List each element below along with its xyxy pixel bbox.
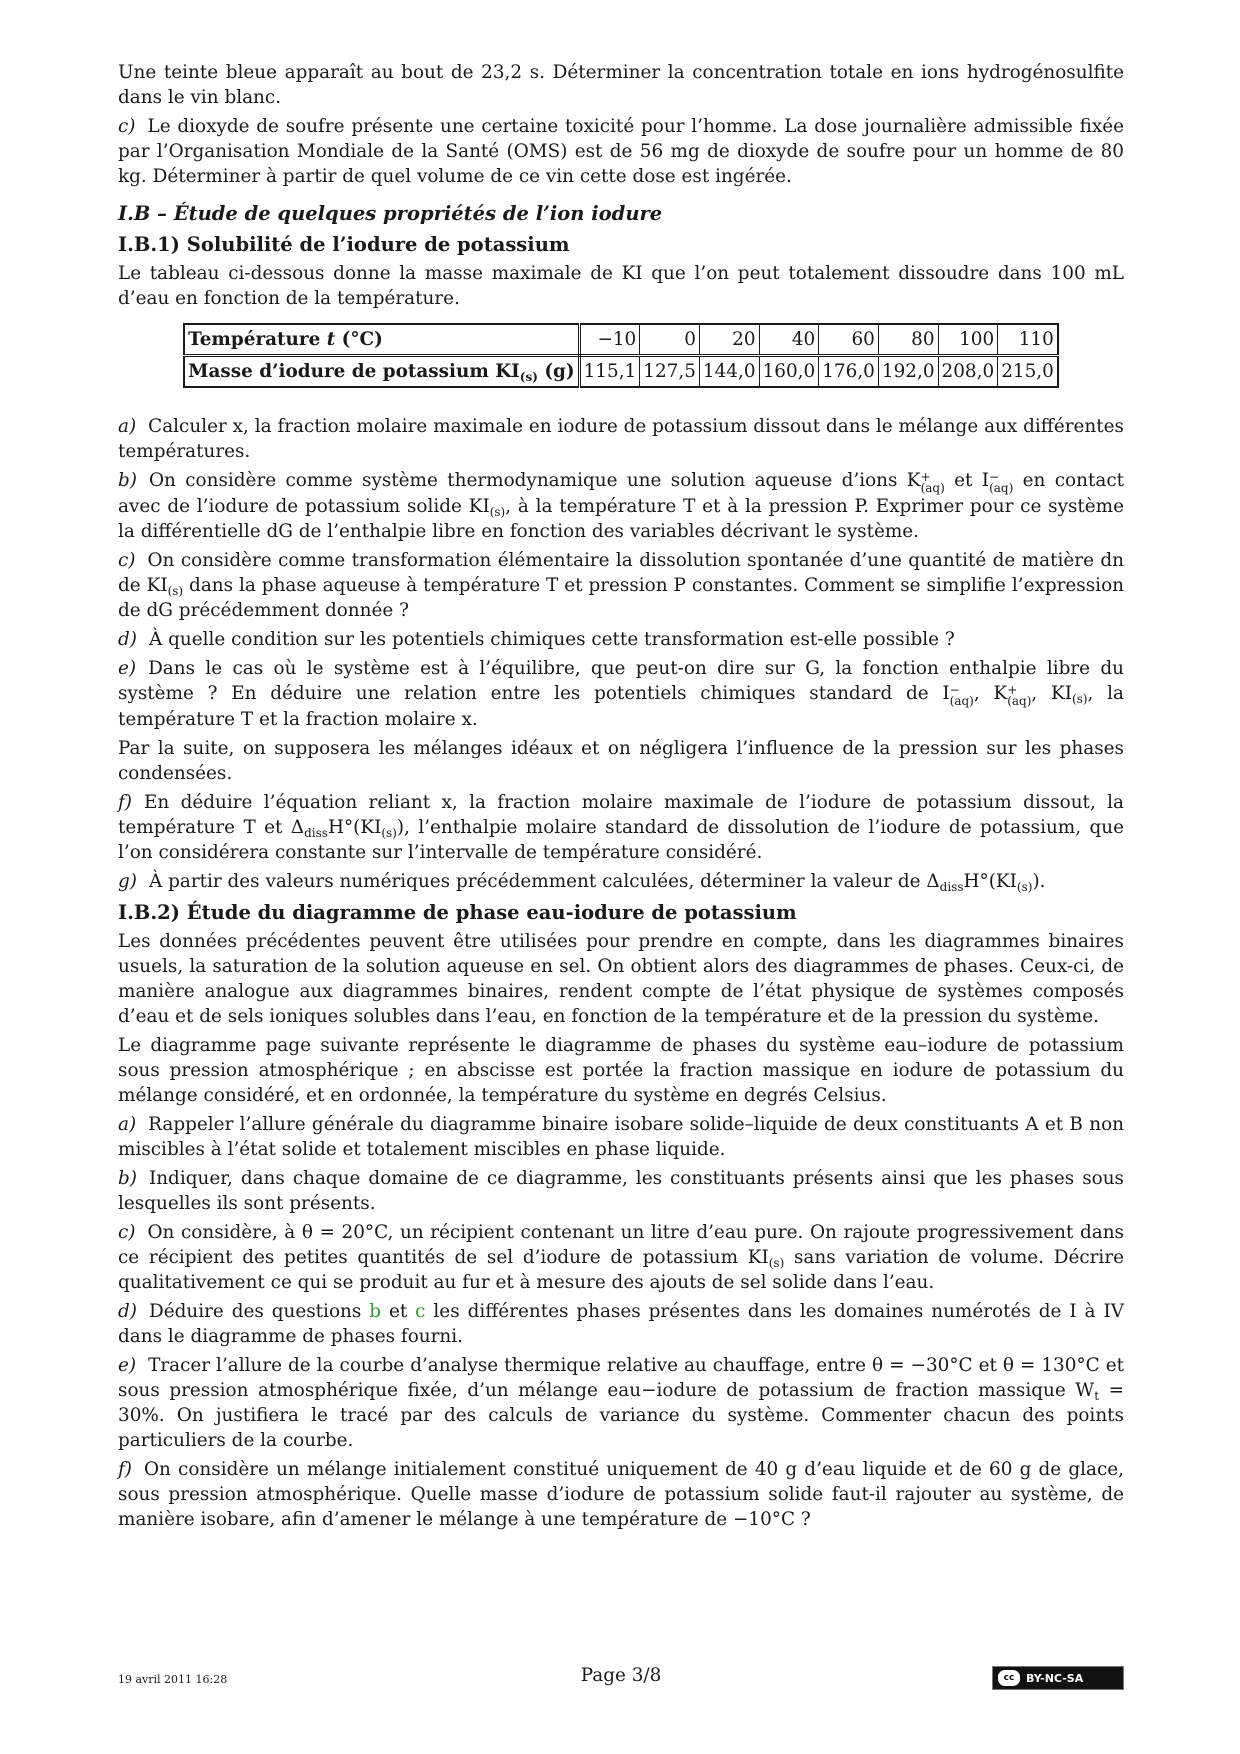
question-IB2-d: d) Déduire des questions b et c les différentes phases présentes dans les domaines numérotés de I à IV dans le diagramme de phases fourni.	[118, 1301, 1124, 1347]
license-label: BY-NC-SA	[1026, 1671, 1084, 1685]
table-header-mass: Masse d’iodure de potassium $KI_{(s)}$ (g)	[184, 356, 579, 388]
table-cell: 144,0	[699, 356, 759, 388]
phase-diagram-paragraph-1: Les données précédentes peuvent être utilisées pour prendre en compte, dans les diagrammes binaires usuels, la saturation de la solution aqueuse en sel. On obtient alors des diagrammes de phases. Ceux-ci, de manière analogue aux diagrammes binaires, rendent compte de l’état physique de systèmes composés d’eau et de sels ioniques solubles dans l’eau, en fonction de la température et de la pression du système.	[118, 931, 1124, 1027]
table-cell: 176,0	[819, 356, 879, 388]
table-cell: 192,0	[878, 356, 938, 388]
table-cell: 0	[640, 324, 700, 356]
table-row-mass	[184, 356, 1058, 388]
question-IB2-c: c) On considère, à θ = 20°C, un récipient contenant un litre d’eau pure. On rajoute progressivement dans ce récipient des petites quantités de sel d’iodure de potassium $KI_{(s)}$ sans variation de volume. Décrire qualitativement ce qui se produit au fur et à mesure des ajouts de sel solide dans l’eau.	[118, 1222, 1124, 1293]
table-cell: 215,0	[998, 356, 1058, 388]
question-IB1-g: g) À partir des valeurs numériques précédemment calculées, déterminer la valeur de $\Delta_{diss}H^\circ(KI_{(s)})$.	[118, 871, 1046, 894]
section-title-IB2: I.B.2) Étude du diagramme de phase eau-iodure de potassium	[118, 901, 797, 924]
table-cell: −10	[579, 324, 640, 356]
question-IB1-e: e) Dans le cas où le système est à l’équilibre, que peut-on dire sur G, la fonction enthalpie libre du système ? En déduire une relation entre les potentiels chimiques standard de I − (aq) , K + (aq) , $KI_{(s)}$, la température T et la fraction molaire x.	[118, 658, 1124, 730]
page-content	[118, 60, 1124, 1536]
table-row-temperature	[184, 324, 1058, 356]
solubility-table	[183, 323, 1059, 388]
question-IB2-e: e) Tracer l’allure de la courbe d’analyse thermique relative au chauffage, entre θ = −30°C et θ = 130°C et sous pression atmosphérique fixée, d’un mélange eau−iodure de potassium de fraction massique $W_t = 30\%$. On justifiera le tracé par des calculs de variance du système. Commenter chacun des points particuliers de la courbe.	[118, 1355, 1125, 1451]
creative-commons-icon: cc	[997, 1669, 1021, 1687]
question-ref-link-b[interactable]: b	[369, 1301, 382, 1322]
table-cell: 80	[878, 324, 938, 356]
cc-license-badge[interactable]	[992, 1666, 1124, 1690]
table-cell: 110	[998, 324, 1058, 356]
table-cell: 160,0	[759, 356, 819, 388]
section-title-IB: I.B – Étude de quelques propriétés de l’ion iodure	[118, 202, 663, 225]
question-IB1-c: c) On considère comme transformation élémentaire la dissolution spontanée d’une quantité de matière dn de $KI_{(s)}$ dans la phase aqueuse à température T et pression P constantes. Comment se simplifie l’expression de dG précédemment donnée ?	[118, 550, 1124, 621]
table-cell: 20	[699, 324, 759, 356]
question-IB2-a: a) Rappeler l’allure générale du diagramme binaire isobare solide–liquide de deux constituants A et B non miscibles à l’état solide et totalement miscibles en phase liquide.	[118, 1114, 1124, 1160]
phase-diagram-paragraph-2: Le diagramme page suivante représente le diagramme de phases du système eau–iodure de potassium sous pression atmosphérique ; en abscisse est portée la fraction massique en iodure de potassium du mélange considéré, et en ordonnée, la température du système en degrés Celsius.	[118, 1035, 1124, 1106]
table-cell: 100	[938, 324, 998, 356]
table-header-temperature: Température t (°C)	[184, 324, 579, 356]
table-cell: 115,1	[579, 356, 640, 388]
table-cell: 127,5	[640, 356, 700, 388]
intro-paragraph: Une teinte bleue apparaît au bout de 23,2 s. Déterminer la concentration totale en ions hydrogénosulfite dans le vin blanc.	[118, 62, 1124, 108]
assumption-note: Par la suite, on supposera les mélanges idéaux et on négligera l’influence de la pression sur les phases condensées.	[118, 738, 1124, 784]
question-IB2-f: f) On considère un mélange initialement constitué uniquement de 40 g d’eau liquide et de 60 g de glace, sous pression atmosphérique. Quelle masse d’iodure de potassium solide faut-il rajouter au système, de manière isobare, afin d’amener le mélange à une température de −10°C ?	[118, 1459, 1124, 1530]
question-IB1-d: d) À quelle condition sur les potentiels chimiques cette transformation est-elle possible ?	[118, 629, 955, 650]
question-IB1-f: f) En déduire l’équation reliant x, la fraction molaire maximale de l’iodure de potassium dissout, la température T et $\Delta_{diss}H^\circ(KI_{(s)})$, l’enthalpie molaire standard de dissolution de l’iodure de potassium, que l’on considérera constante sur l’intervalle de température considéré.	[118, 792, 1124, 863]
table-cell: 60	[819, 324, 879, 356]
page-number: Page 3/8	[580, 1665, 662, 1686]
table-cell: 208,0	[938, 356, 998, 388]
question-IB1-b: b) On considère comme système thermodynamique une solution aqueuse d’ions K + (aq) et I − (aq) en contact avec de l’iodure de potassium solide $KI_{(s)}$, à la température T et à la pression P. Exprimer pour ce système la différentielle dG de l’enthalpie libre en fonction des variables décrivant le système.	[118, 470, 1125, 542]
section-title-IB1: I.B.1) Solubilité de l’iodure de potassium	[118, 233, 570, 256]
question-IB2-b: b) Indiquer, dans chaque domaine de ce diagramme, les constituants présents ainsi que les phases sous lesquelles ils sont présents.	[118, 1168, 1124, 1214]
table-cell: 40	[759, 324, 819, 356]
page-footer	[118, 1665, 1124, 1695]
question-c-toxicity: c) Le dioxyde de soufre présente une certaine toxicité pour l’homme. La dose journalière admissible fixée par l’Organisation Mondiale de la Santé (OMS) est de 56 mg de dioxyde de soufre pour un homme de 80 kg. Déterminer à partir de quel volume de ce vin cette dose est ingérée.	[118, 116, 1124, 187]
table-intro: Le tableau ci-dessous donne la masse maximale de KI que l’on peut totalement dissoudre dans 100 mL d’eau en fonction de la température.	[118, 263, 1124, 309]
question-IB1-a: a) Calculer x, la fraction molaire maximale en iodure de potassium dissout dans le mélange aux différentes températures.	[118, 416, 1124, 462]
question-ref-link-c[interactable]: c	[415, 1301, 426, 1322]
question-label: c)	[118, 116, 136, 137]
footer-date: 19 avril 2011 16:28	[118, 1673, 228, 1686]
